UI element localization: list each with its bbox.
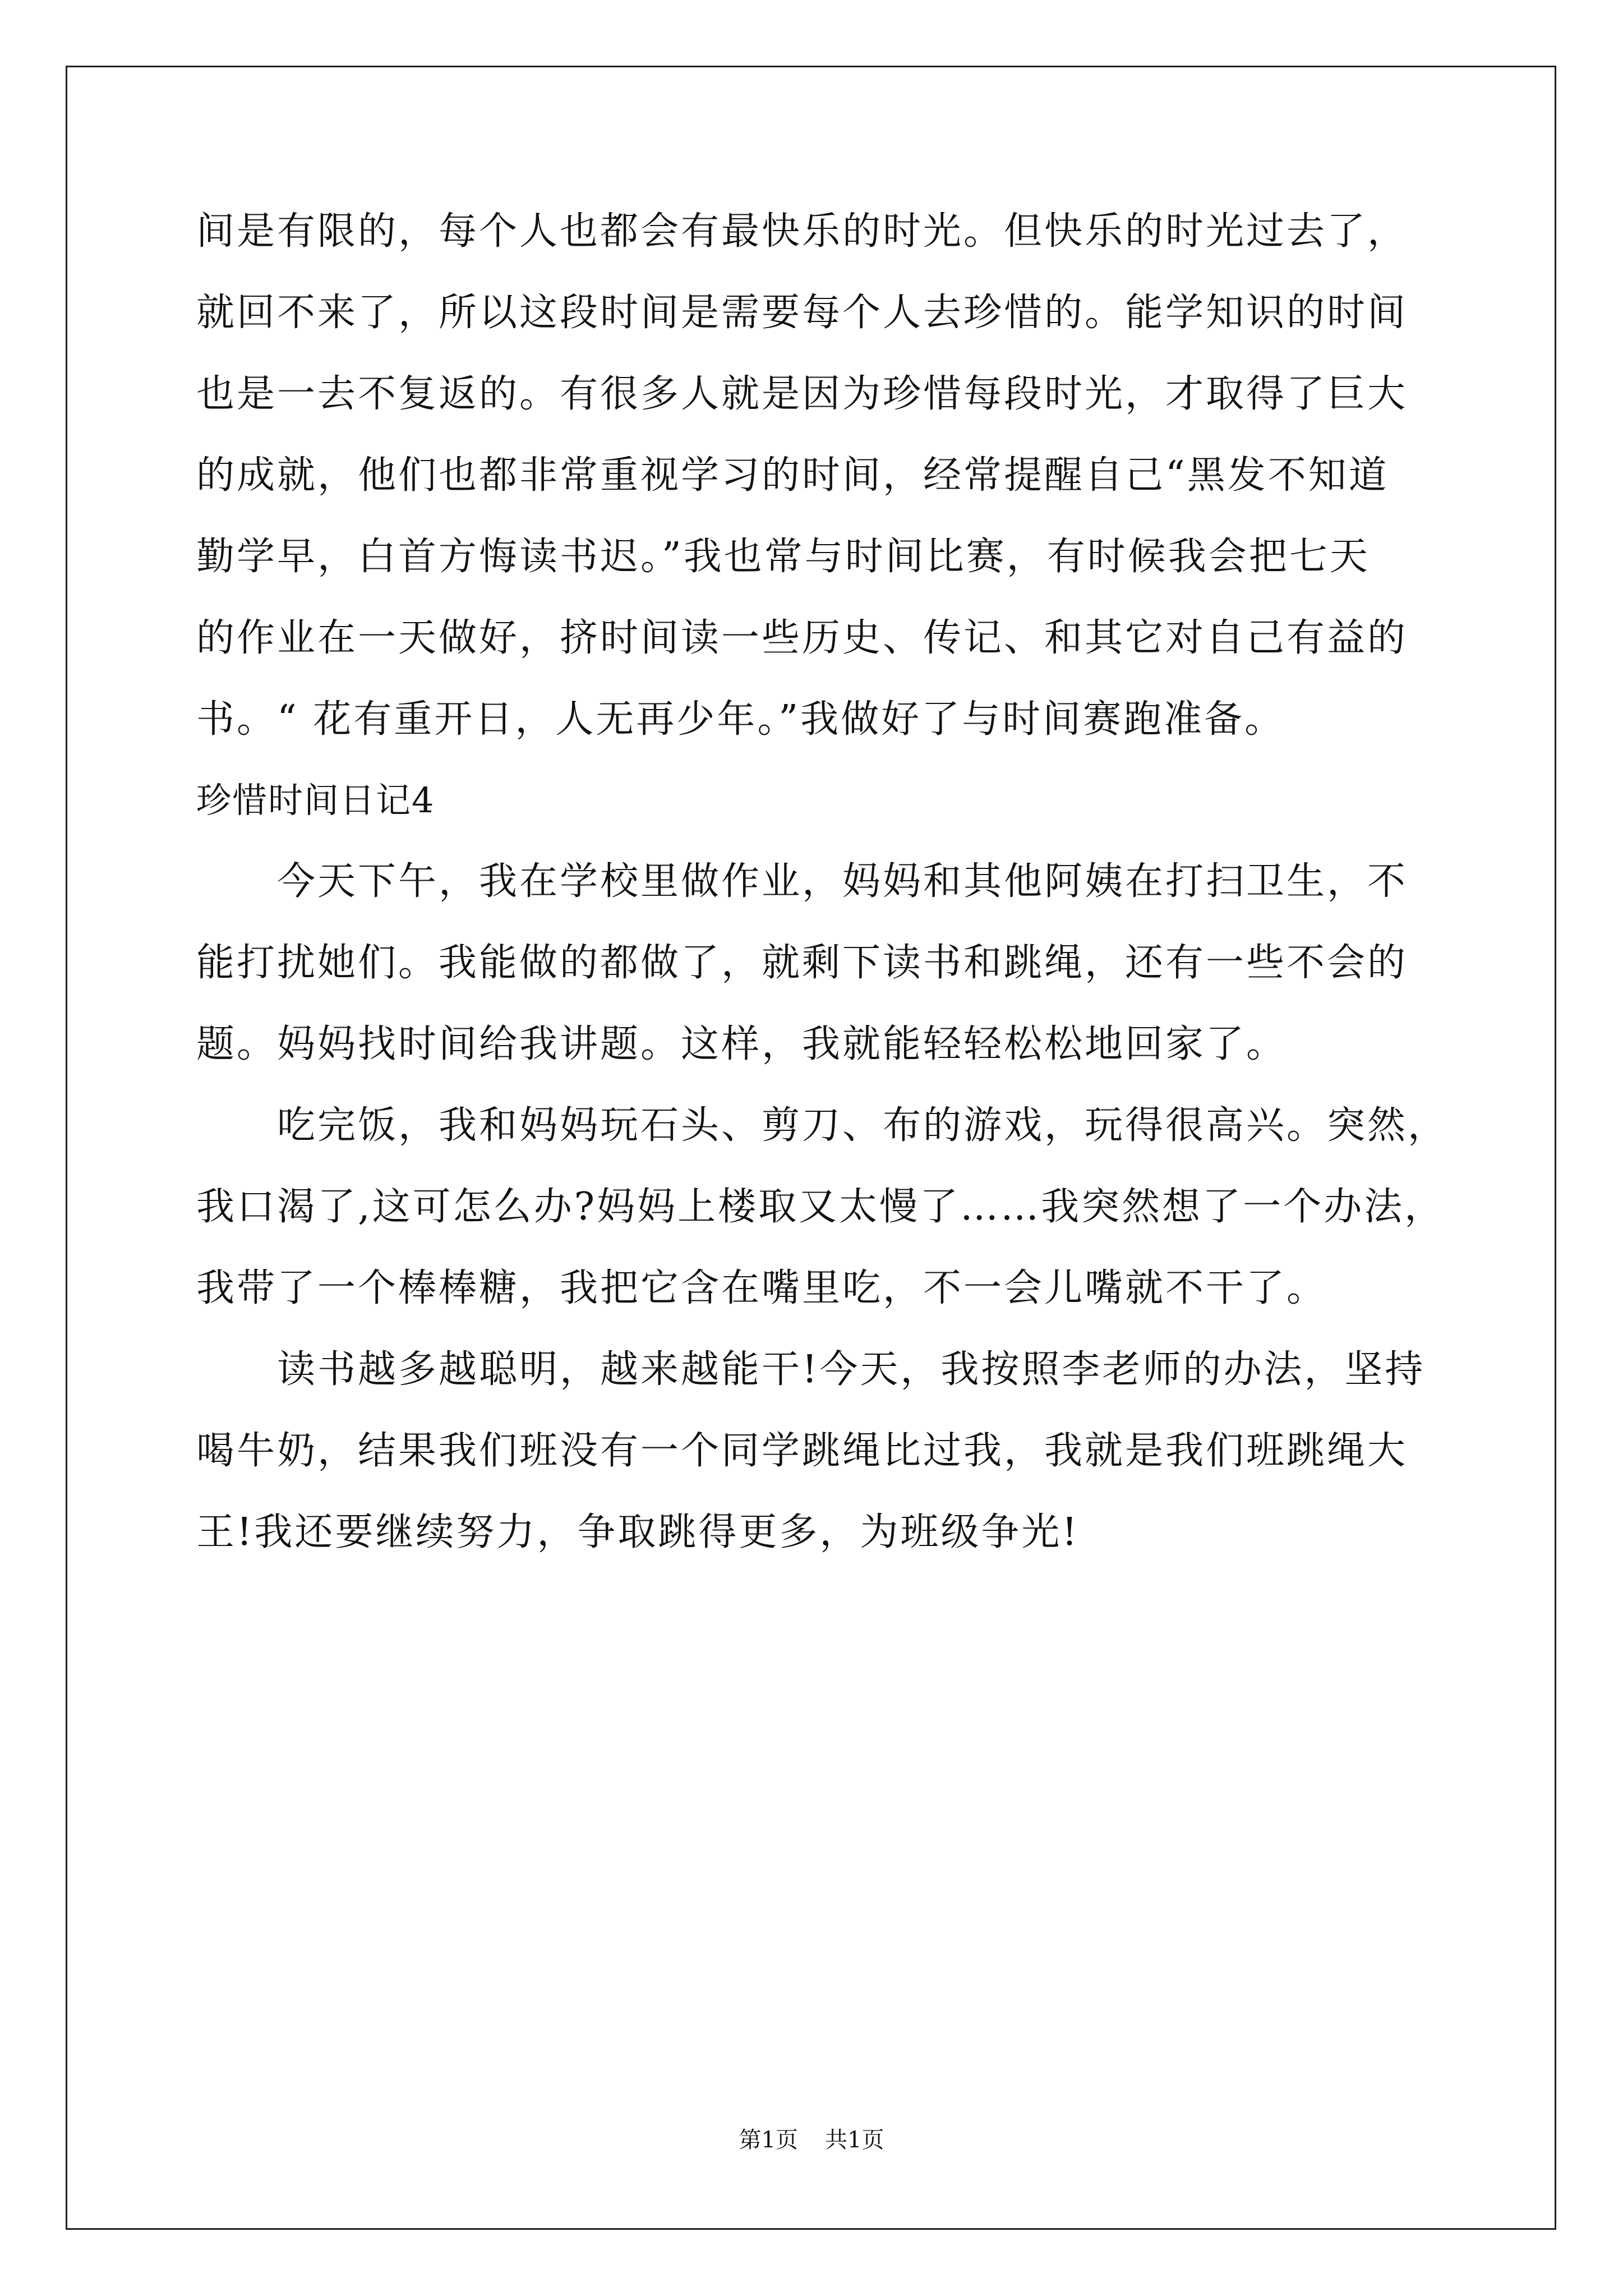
text-line: 书。“ 花有重开日，人无再少年。”我做好了与时间赛跑准备。 <box>196 697 1285 742</box>
text-line: 的作业在一天做好，挤时间读一些历史、传记、和其它对自己有益的 <box>196 616 1408 660</box>
text-line: 能打扰她们。我能做的都做了，就剩下读书和跳绳，还有一些不会的 <box>196 941 1408 985</box>
text-line: 也是一去不复返的。有很多人就是因为珍惜每段时光，才取得了巨大 <box>196 372 1408 416</box>
page-number-total: 共1页 <box>825 2127 884 2153</box>
section-title: 珍惜时间日记4 <box>196 780 435 821</box>
text-line: 喝牛奶，结果我们班没有一个同学跳绳比过我，我就是我们班跳绳大 <box>196 1429 1408 1473</box>
text-line: 今天下午，我在学校里做作业，妈妈和其他阿姨在打扫卫生，不 <box>277 859 1408 904</box>
text-line: 间是有限的，每个人也都会有最快乐的时光。但快乐的时光过去了， <box>196 209 1408 254</box>
text-line: 我带了一个棒棒糖，我把它含在嘴里吃，不一会儿嘴就不干了。 <box>196 1266 1327 1310</box>
text-line: 我口渴了,这可怎么办?妈妈上楼取又太慢了……我突然想了一个办法， <box>196 1185 1445 1229</box>
page-footer <box>0 2123 1623 2157</box>
text-line: 读书越多越聪明，越来越能干!今天，我按照李老师的办法，坚持 <box>277 1347 1426 1392</box>
text-line: 题。妈妈找时间给我讲题。这样，我就能轻轻松松地回家了。 <box>196 1022 1287 1066</box>
text-line: 就回不来了，所以这段时间是需要每个人去珍惜的。能学知识的时间 <box>196 291 1408 335</box>
text-line: 王!我还要继续努力，争取跳得更多，为班级争光! <box>196 1510 1080 1554</box>
text-line: 的成就，他们也都非常重视学习的时间，经常提醒自己“黑发不知道 <box>196 453 1389 498</box>
page-number-current: 第1页 <box>739 2127 798 2153</box>
text-line: 吃完饭，我和妈妈玩石头、剪刀、布的游戏，玩得很高兴。突然， <box>277 1103 1449 1148</box>
text-line: 勤学早，白首方悔读书迟。”我也常与时间比赛，有时候我会把七天 <box>196 535 1370 579</box>
